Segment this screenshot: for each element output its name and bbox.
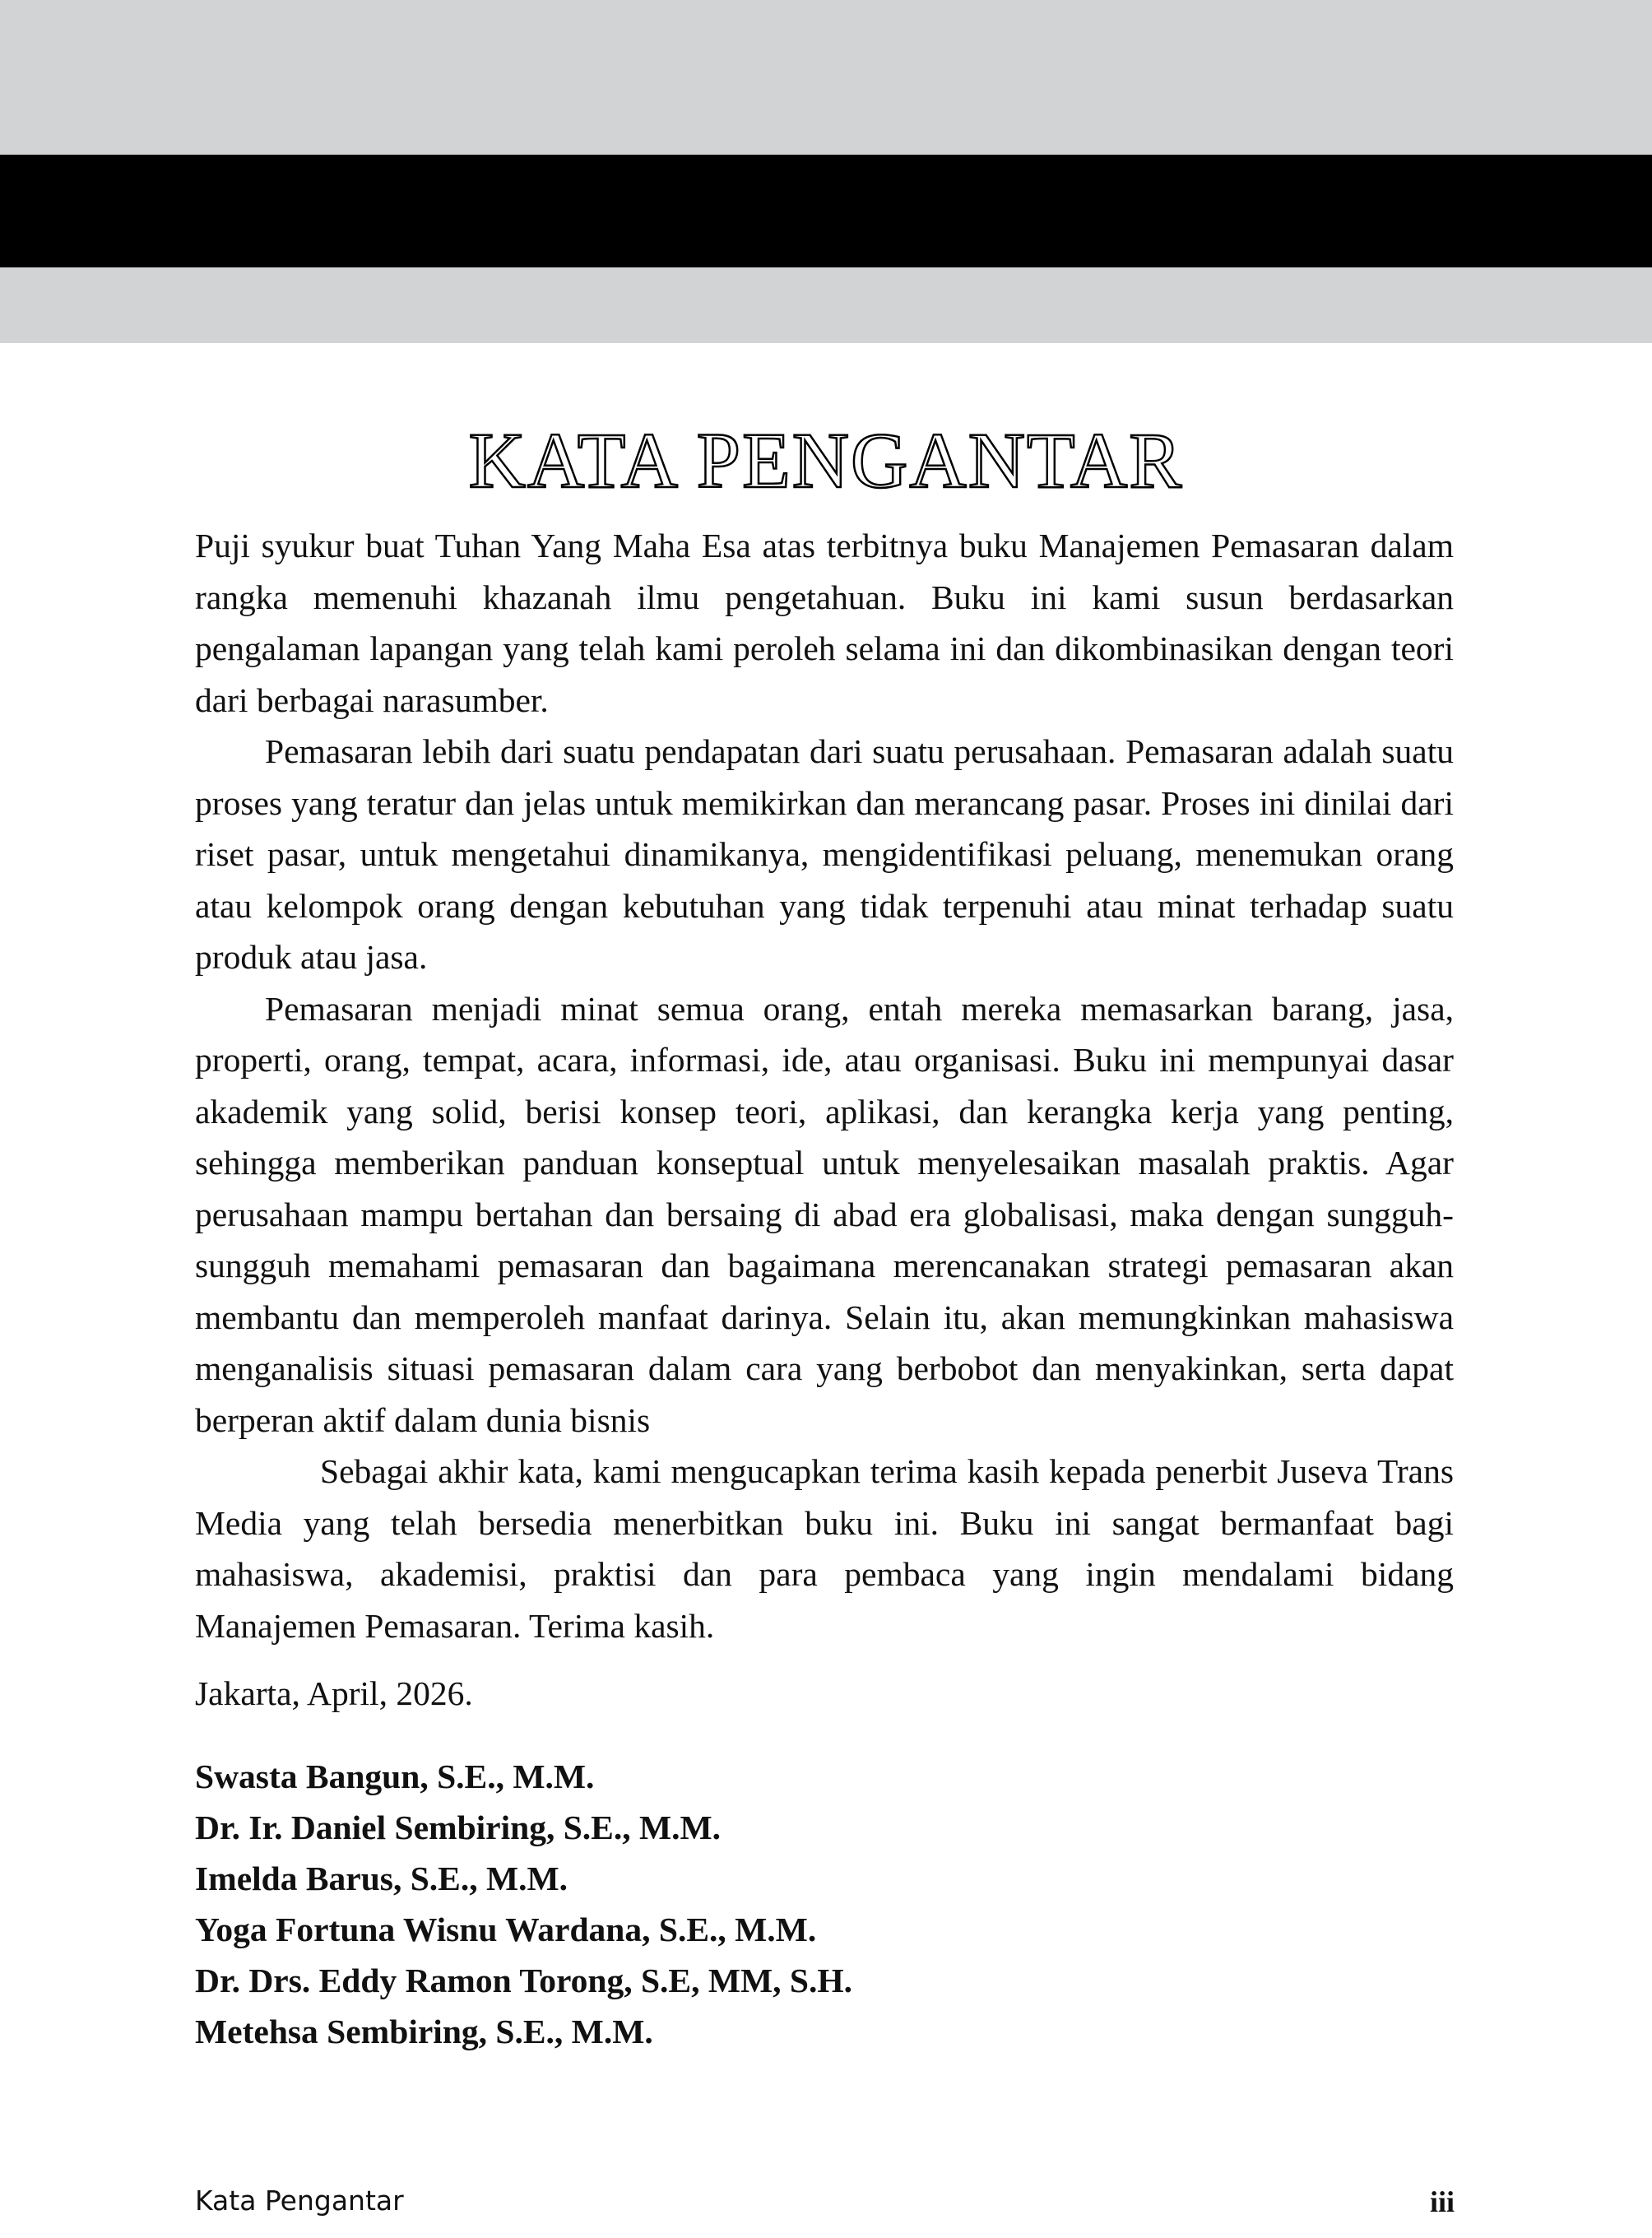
author-name: Metehsa Sembiring, S.E., M.M. [195, 2013, 653, 2050]
place-date: Jakarta, April, 2026. [195, 1674, 473, 1712]
paragraph-3: Pemasaran menjadi minat semua orang, entah mereka memasarkan barang, jasa, properti, orang, tempat, acara, informasi, ide, atau organisasi. Buku ini mempunyai dasar akademik yang solid, berisi konsep teori, aplikasi, dan kerangka kerja yang penting, sehingga memberikan panduan konseptual untuk menyelesaikan masalah praktis. Agar perusahaan mampu bertahan dan bersaing di abad era globalisasi, maka dengan sungguh-sungguh memahami pemasaran dan bagaimana merencanakan strategi pemasaran akan membantu dan memperoleh manfaat darinya. Selain itu, akan memungkinkan mahasiswa menganalisis situasi pemasaran dalam cara yang berbobot dan menyakinkan, serta dapat berperan aktif dalam dunia bisnis [195, 989, 1454, 1439]
page-number: iii [1429, 2185, 1455, 2218]
paragraph-4: Sebagai akhir kata, kami mengucapkan terima kasih kepada penerbit Juseva Trans Media yang telah bersedia menerbitkan buku ini. Buku ini sangat bermanfaat bagi mahasiswa, akademisi, praktisi dan para pembaca yang ingin mendalami bidang Manajemen Pemasaran. Terima kasih. [195, 1452, 1454, 1645]
footer-section-title: Kata Pengantar [195, 2185, 404, 2217]
page-title: KATA PENGANTAR [468, 416, 1184, 505]
author-name: Dr. Drs. Eddy Ramon Torong, S.E, MM, S.H. [195, 1962, 853, 1999]
author-list [195, 1751, 852, 2057]
author-name: Imelda Barus, S.E., M.M. [195, 1860, 568, 1897]
author-name: Yoga Fortuna Wisnu Wardana, S.E., M.M. [195, 1911, 817, 1948]
header-band-bottom [0, 267, 1652, 343]
paragraph-2: Pemasaran lebih dari suatu pendapatan dari suatu perusahaan. Pemasaran adalah suatu proses yang teratur dan jelas untuk memikirkan dan merancang pasar. Proses ini dinilai dari riset pasar, untuk mengetahui dinamikanya, mengidentifikasi peluang, menemukan orang atau kelompok orang dengan kebutuhan yang tidak terpenuhi atau minat terhadap suatu produk atau jasa. [195, 732, 1454, 976]
header-band-black [0, 155, 1652, 267]
author-name: Dr. Ir. Daniel Sembiring, S.E., M.M. [195, 1809, 722, 1846]
body-text [195, 520, 1454, 1651]
paragraph-1: Puji syukur buat Tuhan Yang Maha Esa atas terbitnya buku Manajemen Pemasaran dalam rangka memenuhi khazanah ilmu pengetahuan. Buku ini kami susun berdasarkan pengalaman lapangan yang telah kami peroleh selama ini dan dikombinasikan dengan teori dari berbagai narasumber. [195, 527, 1454, 719]
author-name: Swasta Bangun, S.E., M.M. [195, 1757, 595, 1795]
header-band-top [0, 0, 1652, 155]
